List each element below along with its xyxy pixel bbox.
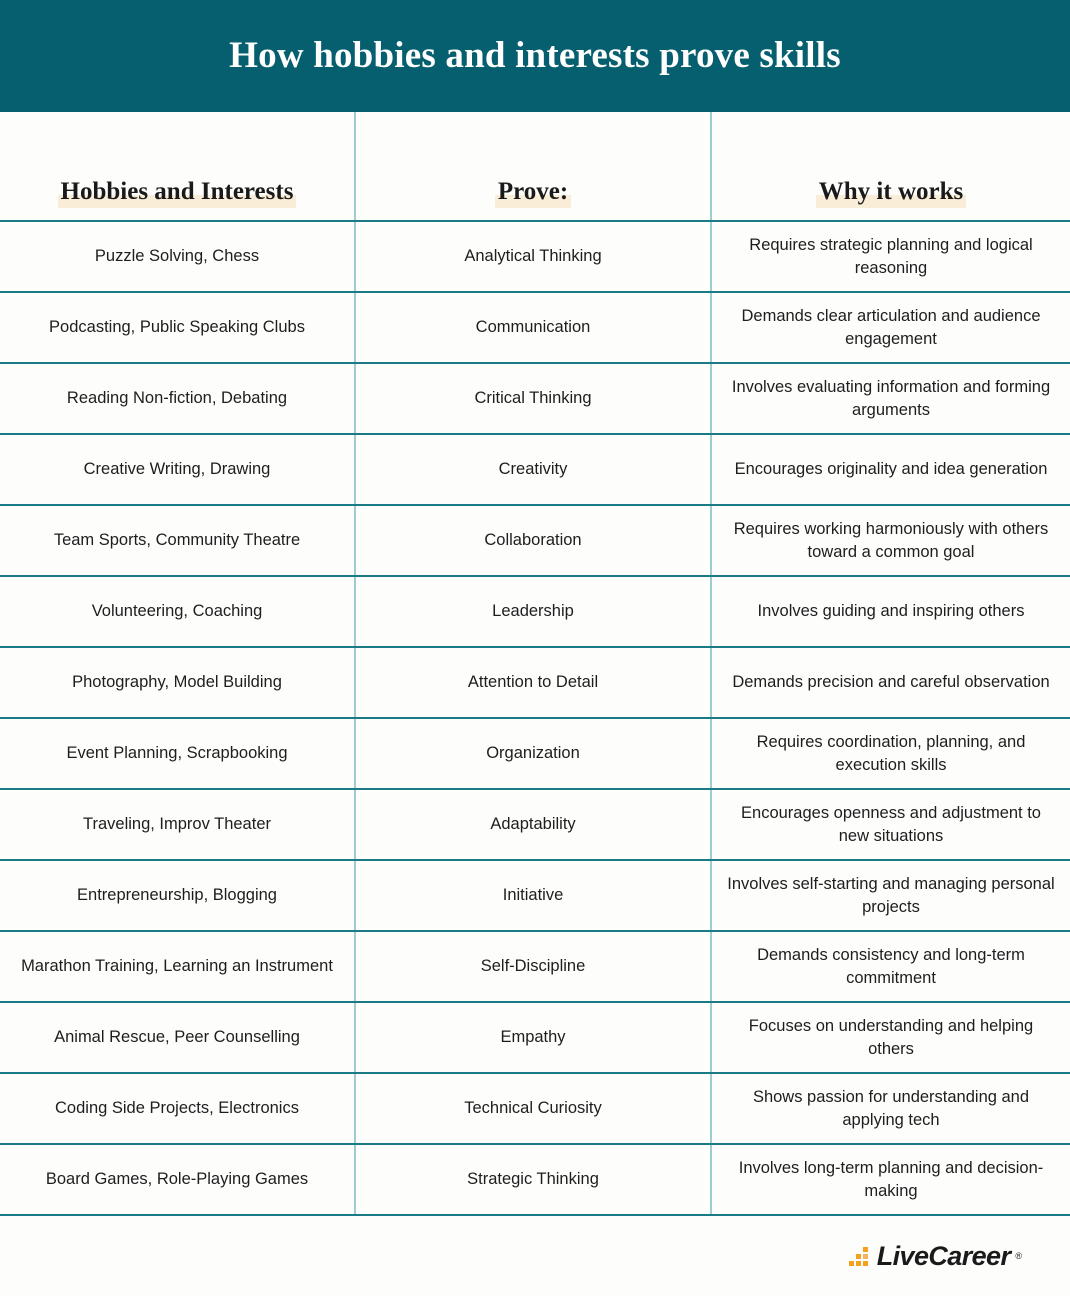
why-text: Involves guiding and inspiring others <box>757 602 1025 621</box>
table-cell-hobby <box>0 222 356 291</box>
table-cell-why <box>712 577 1070 646</box>
table-row <box>0 648 1070 719</box>
livecareer-logo[interactable] <box>847 1240 1022 1271</box>
table-cell-proves <box>356 1003 712 1072</box>
table-cell-hobby <box>0 1074 356 1143</box>
table-cell-hobby <box>0 719 356 788</box>
why-text: Demands consistency and long-term commitment <box>757 946 1025 987</box>
hobby-text: Coding Side Projects, Electronics <box>55 1099 299 1118</box>
table-row <box>0 293 1070 364</box>
table-cell-hobby <box>0 1145 356 1214</box>
skills-table <box>0 112 1070 1216</box>
table-cell-proves <box>356 293 712 362</box>
table-row <box>0 932 1070 1003</box>
column-header-label-proves: Prove: <box>495 178 571 208</box>
hobby-text: Volunteering, Coaching <box>91 602 263 621</box>
proves-text: Technical Curiosity <box>464 1099 602 1118</box>
hobby-text: Entrepreneurship, Blogging <box>77 886 277 905</box>
why-text: Requires strategic planning and logical reasoning <box>749 236 1033 277</box>
hobby-text: Team Sports, Community Theatre <box>53 531 301 550</box>
table-cell-proves <box>356 435 712 504</box>
proves-text: Attention to Detail <box>467 673 599 692</box>
page-title: How hobbies and interests prove skills <box>229 34 841 76</box>
table-cell-hobby <box>0 932 356 1001</box>
hobby-text: Puzzle Solving, Chess <box>94 247 260 266</box>
table-cell-hobby <box>0 435 356 504</box>
table-row <box>0 222 1070 293</box>
proves-text: Analytical Thinking <box>464 247 602 266</box>
table-row <box>0 435 1070 506</box>
registered-trademark-icon: ® <box>1015 1251 1022 1261</box>
table-cell-why <box>712 222 1070 291</box>
table-cell-proves <box>356 1074 712 1143</box>
why-text: Requires working harmoniously with others toward a common goal <box>733 520 1049 561</box>
proves-text: Empathy <box>500 1028 566 1047</box>
hobby-text: Event Planning, Scrapbooking <box>66 744 288 763</box>
table-row <box>0 1074 1070 1145</box>
hobby-text: Podcasting, Public Speaking Clubs <box>49 318 305 337</box>
table-row <box>0 719 1070 790</box>
table-row <box>0 1145 1070 1216</box>
header-banner <box>0 0 1070 112</box>
table-row <box>0 1003 1070 1074</box>
table-cell-why <box>712 790 1070 859</box>
table-cell-proves <box>356 648 712 717</box>
why-text: Demands precision and careful observation <box>732 673 1050 692</box>
table-row <box>0 861 1070 932</box>
table-cell-why <box>712 648 1070 717</box>
proves-text: Leadership <box>492 602 574 621</box>
table-cell-why <box>712 364 1070 433</box>
table-cell-why <box>712 1074 1070 1143</box>
table-cell-hobby <box>0 1003 356 1072</box>
table-cell-hobby <box>0 790 356 859</box>
why-text: Involves long-term planning and decision-making <box>738 1159 1044 1200</box>
hobby-text: Reading Non-fiction, Debating <box>66 389 288 408</box>
column-header-cell-proves <box>356 112 712 220</box>
hobby-text: Photography, Model Building <box>72 673 282 692</box>
table-cell-proves <box>356 364 712 433</box>
proves-text: Initiative <box>502 886 564 905</box>
why-text: Involves evaluating information and forming arguments <box>731 378 1051 419</box>
hobby-text: Traveling, Improv Theater <box>83 815 271 834</box>
table-cell-hobby <box>0 861 356 930</box>
hobby-text: Animal Rescue, Peer Counselling <box>54 1028 300 1047</box>
table-cell-why <box>712 293 1070 362</box>
table-header-row <box>0 112 1070 222</box>
table-cell-why <box>712 435 1070 504</box>
table-cell-why <box>712 932 1070 1001</box>
table-cell-proves <box>356 932 712 1001</box>
proves-text: Strategic Thinking <box>467 1170 599 1189</box>
table-cell-why <box>712 1003 1070 1072</box>
table-cell-proves <box>356 790 712 859</box>
column-header-cell-hobbies <box>0 112 356 220</box>
table-cell-hobby <box>0 648 356 717</box>
footer <box>0 1216 1070 1296</box>
table-row <box>0 364 1070 435</box>
livecareer-wordmark: LiveCareer <box>876 1240 1011 1271</box>
proves-text: Creativity <box>498 460 568 479</box>
table-cell-hobby <box>0 577 356 646</box>
table-row <box>0 506 1070 577</box>
column-header-label-why: Why it works <box>816 178 966 208</box>
table-cell-why <box>712 719 1070 788</box>
hobby-text: Marathon Training, Learning an Instrument <box>21 957 333 976</box>
table-cell-why <box>712 506 1070 575</box>
proves-text: Self-Discipline <box>480 957 586 976</box>
table-cell-hobby <box>0 506 356 575</box>
table-row <box>0 577 1070 648</box>
table-cell-proves <box>356 719 712 788</box>
table-cell-why <box>712 1145 1070 1214</box>
why-text: Encourages openness and adjustment to new situations <box>741 804 1041 845</box>
table-cell-why <box>712 861 1070 930</box>
proves-text: Communication <box>475 318 591 337</box>
table-cell-proves <box>356 506 712 575</box>
table-cell-proves <box>356 861 712 930</box>
table-cell-hobby <box>0 293 356 362</box>
why-text: Encourages originality and idea generation <box>734 460 1048 479</box>
column-header-label-hobbies: Hobbies and Interests <box>58 178 297 208</box>
why-text: Requires coordination, planning, and execution skills <box>756 733 1026 774</box>
hobby-text: Board Games, Role-Playing Games <box>45 1170 309 1189</box>
table-cell-proves <box>356 577 712 646</box>
why-text: Focuses on understanding and helping others <box>748 1017 1034 1058</box>
proves-text: Organization <box>486 744 580 763</box>
why-text: Involves self-starting and managing personal projects <box>727 875 1055 916</box>
proves-text: Collaboration <box>484 531 582 550</box>
proves-text: Adaptability <box>490 815 576 834</box>
why-text: Shows passion for understanding and applying tech <box>752 1088 1030 1129</box>
table-row <box>0 790 1070 861</box>
proves-text: Critical Thinking <box>474 389 592 408</box>
table-cell-proves <box>356 1145 712 1214</box>
why-text: Demands clear articulation and audience engagement <box>741 307 1041 348</box>
hobby-text: Creative Writing, Drawing <box>83 460 271 479</box>
column-header-cell-why <box>712 112 1070 220</box>
livecareer-dots-icon <box>847 1243 873 1269</box>
table-cell-hobby <box>0 364 356 433</box>
table-cell-proves <box>356 222 712 291</box>
